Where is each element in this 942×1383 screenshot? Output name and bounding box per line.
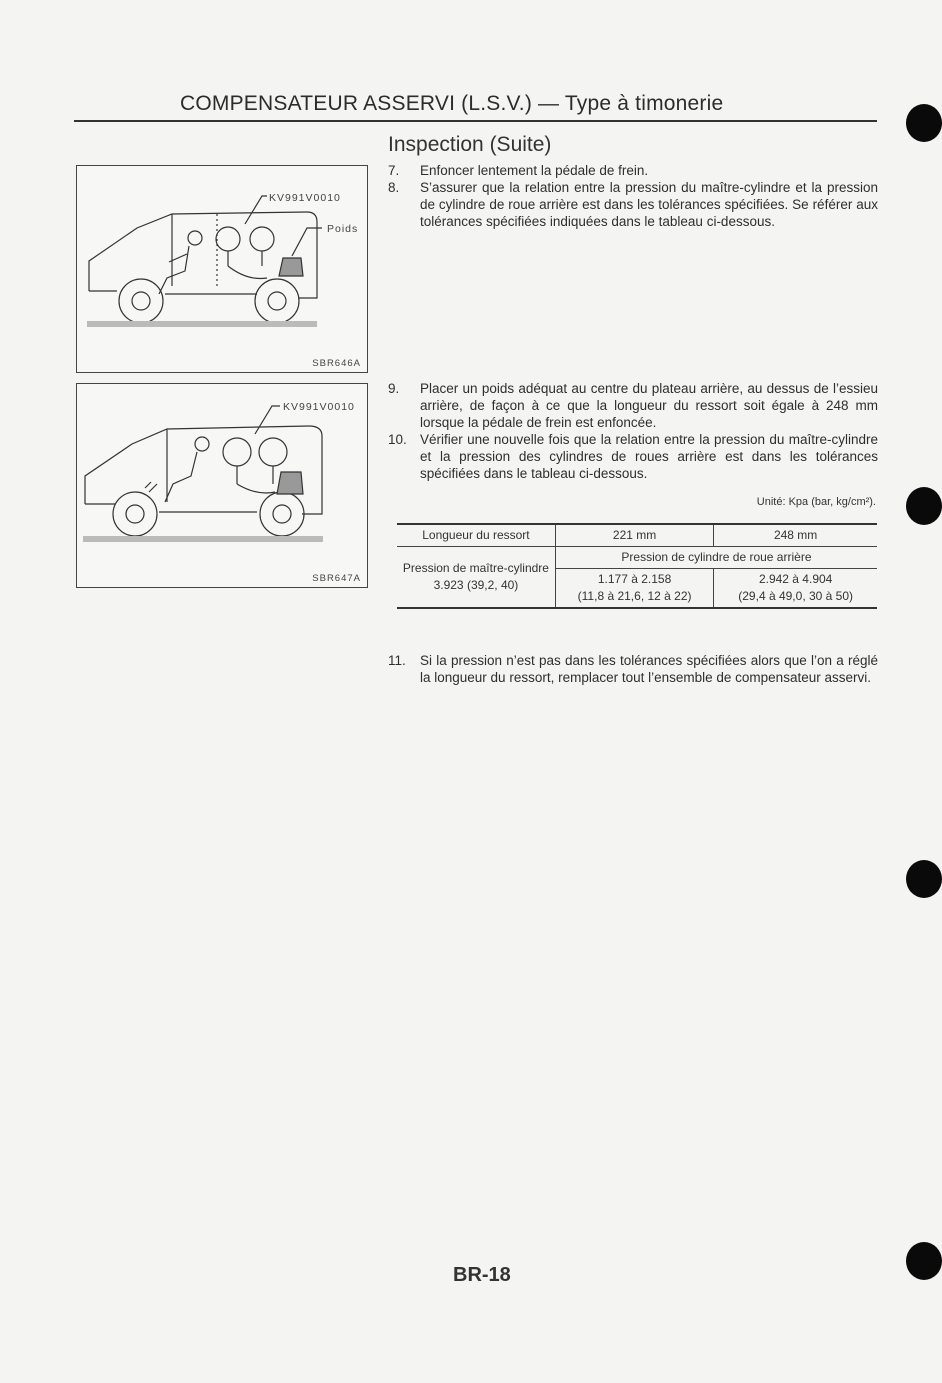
figure-sbr646a — [76, 165, 368, 373]
figure-code: SBR646A — [312, 358, 361, 369]
unit-label: Unité: Kpa (bar, kg/cm²). — [756, 496, 876, 508]
step-7 — [388, 162, 878, 179]
table-cell: 2.942 à 4.904 (29,4 à 49,0, 30 à 50) — [714, 569, 877, 609]
punch-hole — [906, 860, 942, 898]
table-row — [397, 524, 877, 547]
figure-code: SBR647A — [312, 573, 361, 584]
vehicle-illustration-2 — [77, 384, 367, 587]
step-number: 11. — [388, 653, 406, 668]
header-rule — [74, 120, 877, 122]
page-header-title: COMPENSATEUR ASSERVI (L.S.V.) — Type à timonerie — [180, 92, 724, 115]
step-number: 10. — [388, 432, 407, 447]
table-header-cell: 248 mm — [714, 524, 877, 547]
table-row-label: Pression de maître-cylindre 3.923 (39,2, 40) — [397, 547, 555, 609]
table-cell: 1.177 à 2.158 (11,8 à 21,6, 12 à 22) — [555, 569, 713, 609]
section-title: Inspection (Suite) — [388, 133, 552, 156]
spec-table — [397, 523, 877, 609]
step-8 — [388, 179, 878, 230]
table-header-cell: Longueur du ressort — [397, 524, 555, 547]
step-text: S’assurer que la relation entre la pression du maître-cylindre et la pression de cylindre de roue arrière est dans les tolérances spécifiées. Se référer aux tolérances spécifiées indiquées dans le tableau ci-dessous. — [420, 180, 878, 229]
table-row — [397, 547, 877, 569]
step-text: Si la pression n’est pas dans les tolérances spécifiées alors que l’on a réglé la longueur du ressort, remplacer tout l’ensemble de compensateur asservi. — [420, 653, 878, 685]
table-span-header: Pression de cylindre de roue arrière — [555, 547, 877, 569]
page-number: BR-18 — [453, 1264, 511, 1286]
step-9 — [388, 380, 878, 431]
step-text: Placer un poids adéquat au centre du plateau arrière, au dessus de l’essieu arrière, de façon à ce que la longueur du ressort soit égale à 248 mm lorsque la pédale de frein est enfoncée. — [420, 381, 878, 430]
step-11 — [388, 652, 878, 686]
figure-tool-label: KV991V0010 — [269, 192, 341, 204]
step-text: Vérifier une nouvelle fois que la relation entre la pression du maître-cylindre et la pression des cylindres de roues arrière est dans les tolérances spécifiées dans le tableau ci-dessous. — [420, 432, 878, 481]
step-number: 7. — [388, 163, 400, 178]
step-text: Enfoncer lentement la pédale de frein. — [420, 163, 649, 178]
step-number: 9. — [388, 381, 400, 396]
punch-hole — [906, 487, 942, 525]
step-10 — [388, 431, 878, 482]
figure-tool-label: KV991V0010 — [283, 401, 355, 413]
table-header-cell: 221 mm — [555, 524, 713, 547]
step-number: 8. — [388, 180, 400, 195]
figure-sbr647a — [76, 383, 368, 588]
punch-hole — [906, 104, 942, 142]
figure-weight-label: Poids — [327, 223, 359, 235]
punch-hole — [906, 1242, 942, 1280]
